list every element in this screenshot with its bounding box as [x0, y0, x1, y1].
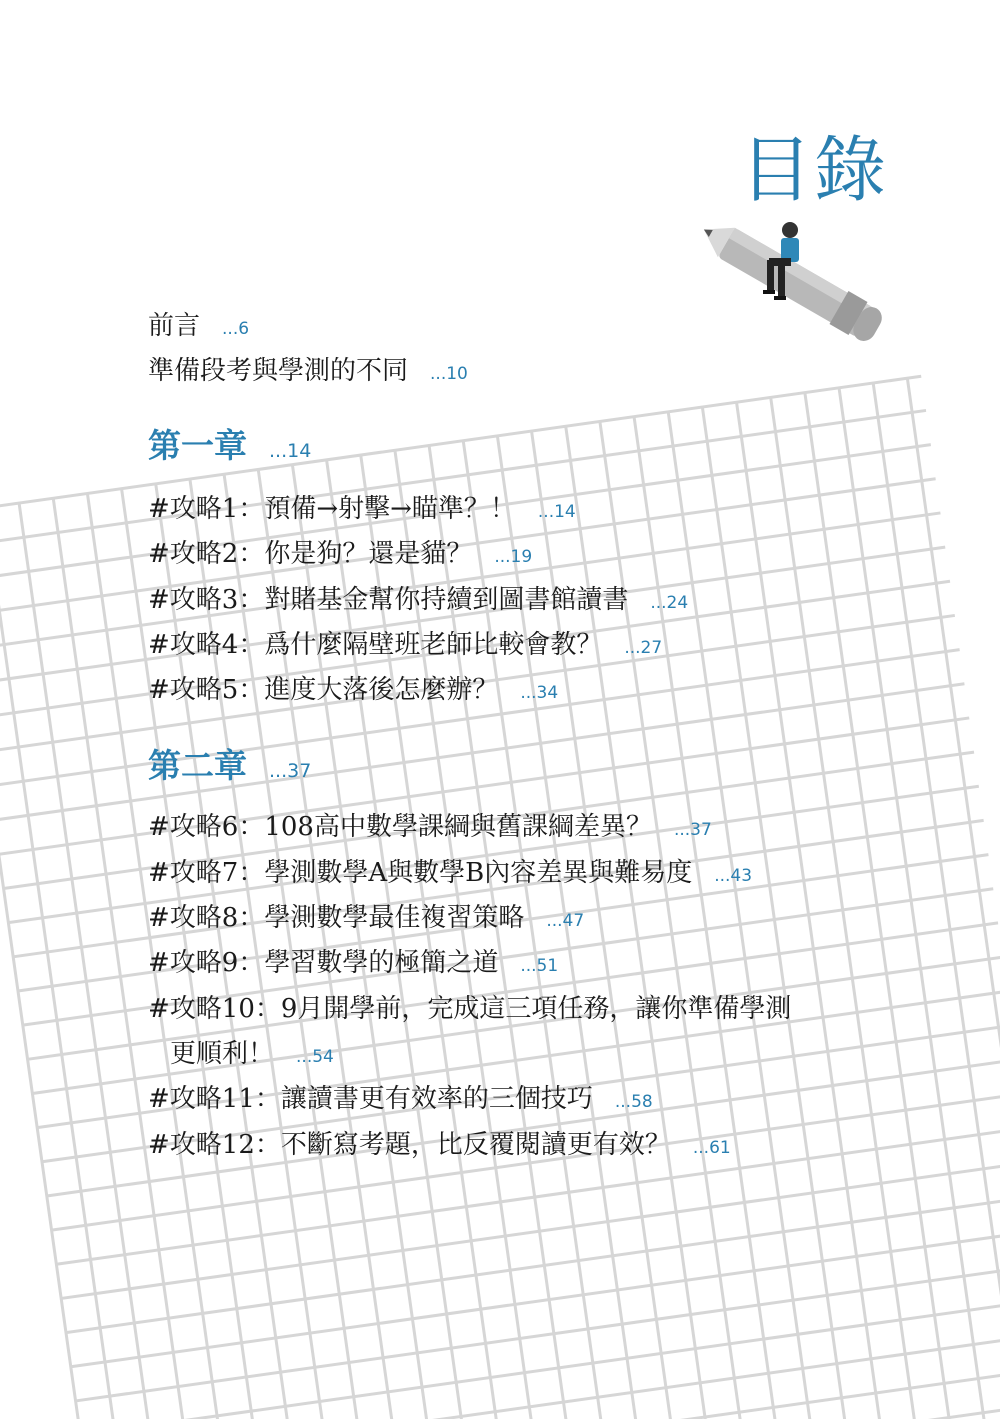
toc-entry-title: 前言 — [148, 311, 201, 341]
toc-entry-page: ...10 — [430, 364, 468, 384]
toc-entry-page: ...43 — [714, 866, 753, 886]
toc-entry-page: ...24 — [650, 593, 689, 613]
toc-entry-page: ...6 — [222, 319, 250, 339]
toc-entry-page: ...14 — [537, 502, 576, 522]
toc-entry-difference[interactable] — [148, 354, 468, 391]
toc-entry-title: #攻略11：讓讀書更有效率的三個技巧 — [148, 1084, 593, 1114]
toc-entry-title: #攻略6：108高中數學課綱與舊課綱差異？ — [148, 812, 652, 842]
toc-entry-strategy-11[interactable] — [148, 1082, 653, 1119]
toc-entry-strategy-10-cont[interactable] — [170, 1037, 334, 1074]
toc-entry-strategy-12[interactable] — [148, 1128, 731, 1165]
toc-entry-title-cont: 更順利！ — [170, 1039, 275, 1069]
chapter-page: ...37 — [269, 760, 312, 782]
toc-entry-strategy-5[interactable] — [148, 673, 558, 710]
toc-entry-title: #攻略2：你是狗？還是貓？ — [148, 539, 473, 569]
toc-entry-title: #攻略4：爲什麼隔壁班老師比較會教？ — [148, 630, 603, 660]
toc-entry-page: ...51 — [520, 956, 559, 976]
toc-entry-strategy-2[interactable] — [148, 537, 532, 574]
pencil-illustration-icon — [695, 210, 905, 360]
toc-entry-page: ...34 — [520, 683, 559, 703]
chapter-heading-1[interactable] — [148, 426, 311, 471]
toc-entry-page: ...37 — [673, 820, 712, 840]
toc-entry-page: ...27 — [624, 638, 663, 658]
toc-entry-page: ...58 — [614, 1092, 653, 1112]
toc-entry-title: #攻略10：9月開學前，完成這三項任務，讓你準備學測 — [148, 994, 792, 1024]
toc-entry-strategy-9[interactable] — [148, 946, 558, 983]
chapter-page: ...14 — [269, 440, 312, 462]
toc-entry-title: #攻略8：學測數學最佳複習策略 — [148, 903, 525, 933]
chapter-heading-2[interactable] — [148, 746, 311, 791]
toc-entry-title: #攻略3：對賭基金幫你持續到圖書館讀書 — [148, 585, 629, 615]
toc-entry-title: #攻略12：不斷寫考題，比反覆閱讀更有效？ — [148, 1130, 671, 1160]
chapter-title: 第一章 — [148, 426, 247, 465]
toc-entry-title: #攻略9：學習數學的極簡之道 — [148, 948, 499, 978]
chapter-title: 第二章 — [148, 746, 247, 785]
toc-entry-page: ...47 — [546, 911, 585, 931]
toc-entry-page: ...61 — [692, 1138, 731, 1158]
toc-entry-strategy-8[interactable] — [148, 901, 584, 938]
toc-entry-page: ...54 — [296, 1047, 334, 1067]
toc-entry-title: 準備段考與學測的不同 — [148, 356, 409, 386]
toc-entry-title: #攻略5：進度大落後怎麼辦？ — [148, 675, 499, 705]
page-title: 目錄 — [739, 128, 888, 212]
toc-entry-title: #攻略1：預備→射擊→瞄準？！ — [148, 494, 516, 524]
toc-entry-page: ...19 — [494, 547, 533, 567]
toc-entry-strategy-3[interactable] — [148, 583, 688, 620]
toc-entry-strategy-6[interactable] — [148, 810, 712, 847]
toc-entry-strategy-10[interactable] — [148, 992, 791, 1026]
toc-entry-title: #攻略7：學測數學A與數學B內容差異與難易度 — [148, 858, 693, 888]
toc-entry-strategy-4[interactable] — [148, 628, 662, 665]
toc-entry-strategy-7[interactable] — [148, 856, 752, 893]
toc-entry-preface[interactable] — [148, 309, 249, 346]
toc-entry-strategy-1[interactable] — [148, 492, 576, 529]
